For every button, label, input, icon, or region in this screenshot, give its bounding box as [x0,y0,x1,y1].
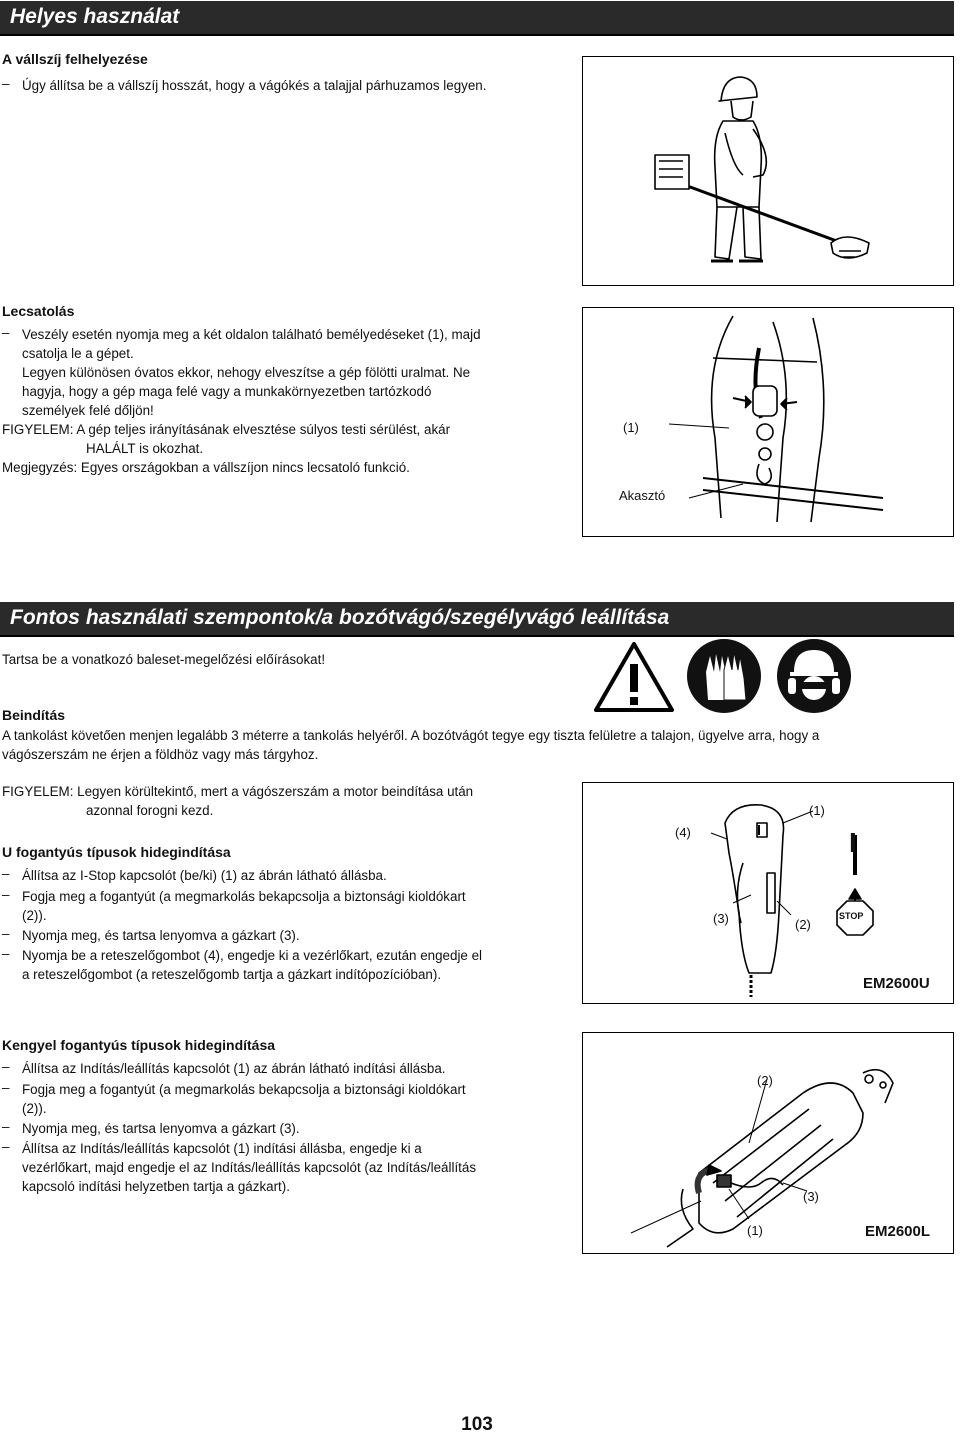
hook-figure [582,307,954,537]
bullet-dash: – [2,1139,10,1154]
k-item-2-line-1: Fogja meg a fogantyút (a megmarkolás bekapcsolja a biztonsági kioldókart [22,1082,466,1097]
operator-figure [582,56,954,286]
u-label-4: (4) [675,825,691,840]
start-warning-line-2: azonnal forogni kezd. [86,803,214,818]
warning-triangle-icon [594,640,674,712]
k-item-4-line-3: kapcsoló indítási helyzetben tartja a gázkart). [22,1179,290,1194]
u-item-4-line-1: Nyomja be a reteszelőgombot (4), engedje ki a vezérlőkart, ezután engedje el [22,948,483,963]
start-warning-line-1: FIGYELEM: Legyen körültekintő, mert a vágószerszám a motor beindítása után [2,784,474,799]
release-warning-line-2: HALÁLT is okozhat. [86,441,204,456]
bullet-dash: – [2,1119,10,1134]
fig-label-hook: Akasztó [619,488,666,503]
k-label-2: (2) [757,1073,773,1088]
start-line-2: vágószerszám ne érjen a földhöz vagy más tárgyhoz. [2,747,319,762]
u-item-2-line-2: (2)). [22,908,47,923]
k-item-4-line-2: vezérlőkart, majd engedje el az Indítás/leállítás kapcsolót (az Indítás/leállítás [22,1160,477,1175]
shoulder-strap-item: Úgy állítsa be a vállszíj hosszát, hogy a vágókés a talajjal párhuzamos legyen. [22,78,487,93]
model-em2600l: EM2600L [865,1223,931,1240]
release-item-line-2: csatolja le a gépet. [22,346,134,361]
stop-symbol: STOP [839,911,864,921]
u-handle-illustration [583,783,953,1003]
gloves-icon [686,638,762,714]
bullet-dash: – [2,76,10,91]
u-item-3: Nyomja meg, és tartsa lenyomva a gázkart (3). [22,928,300,943]
release-item-line-1: Veszély esetén nyomja meg a két oldalon található bemélyedéseket (1), majd [22,327,481,342]
bullet-dash: – [2,866,10,881]
release-note-line-2: hagyja, hogy a gép maga felé vagy a munkakörnyezetben tartózkodó [22,384,432,399]
bullet-dash: – [2,1080,10,1095]
bullet-dash: – [2,325,10,340]
bullet-dash: – [2,926,10,941]
start-heading: Beindítás [2,707,66,723]
k-item-3: Nyomja meg, és tartsa lenyomva a gázkart (3). [22,1121,300,1136]
u-item-2-line-1: Fogja meg a fogantyút (a megmarkolás bekapcsolja a biztonsági kioldókart [22,889,466,904]
start-line-1: A tankolást követően menjen legalább 3 méterre a tankolás helyéről. A bozótvágót tegye egy tiszta felületre a talajon, ügyelve arra, hogy a [2,728,820,743]
bullet-dash: – [2,887,10,902]
fig-label-1: (1) [623,420,639,435]
release-note-line-3: személyek felé dőljön! [22,403,154,418]
u-label-2: (2) [795,917,811,932]
intro-text: Tartsa be a vonatkozó baleset-megelőzési előírásokat! [2,652,326,667]
loop-handle-figure [582,1032,954,1254]
u-item-1: Állítsa az I-Stop kapcsolót (be/ki) (1) az ábrán látható állásba. [22,868,387,883]
release-warning-line-1: FIGYELEM: A gép teljes irányításának elvesztése súlyos testi sérülést, akár [2,422,451,437]
section-title-banner [0,1,954,36]
loop-handle-illustration [583,1033,953,1253]
helmet-ear-eye-protection-icon [776,638,852,714]
release-note: Megjegyzés: Egyes országokban a vállszíjon nincs lecsatoló funkció. [2,460,410,475]
u-handle-heading: U fogantyús típusok hidegindítása [2,844,231,860]
release-note-line-1: Legyen különösen óvatos ekkor, nehogy elveszítse a gép fölötti uralmat. Ne [22,365,471,380]
u-label-3: (3) [713,911,729,926]
release-heading: Lecsatolás [2,303,75,319]
model-em2600u: EM2600U [863,975,930,992]
u-handle-figure [582,782,954,1004]
k-handle-heading: Kengyel fogantyús típusok hidegindítása [2,1037,276,1053]
operator-illustration [583,57,953,285]
on-symbol: I [849,827,857,858]
bullet-dash: – [2,1059,10,1074]
u-label-1: (1) [809,803,825,818]
u-item-4-line-2: a reteszelőgombot (a reteszelőgomb tartja a gázkart indítópozícióban). [22,967,442,982]
section-title-banner [0,602,954,637]
k-item-2-line-2: (2)). [22,1101,47,1116]
section-title: Helyes használat [10,5,180,28]
k-item-1: Állítsa az Indítás/leállítás kapcsolót (1) az ábrán látható indítási állásba. [22,1061,446,1076]
shoulder-strap-heading: A vállszíj felhelyezése [2,51,148,67]
k-label-3: (3) [803,1189,819,1204]
k-item-4-line-1: Állítsa az Indítás/leállítás kapcsolót (1) indítási állásba, engedje ki a [22,1141,422,1156]
bullet-dash: – [2,946,10,961]
page-number: 103 [461,1414,493,1435]
k-label-1: (1) [747,1223,763,1238]
section-title: Fontos használati szempontok/a bozótvágó/szegélyvágó leállítása [10,606,670,629]
